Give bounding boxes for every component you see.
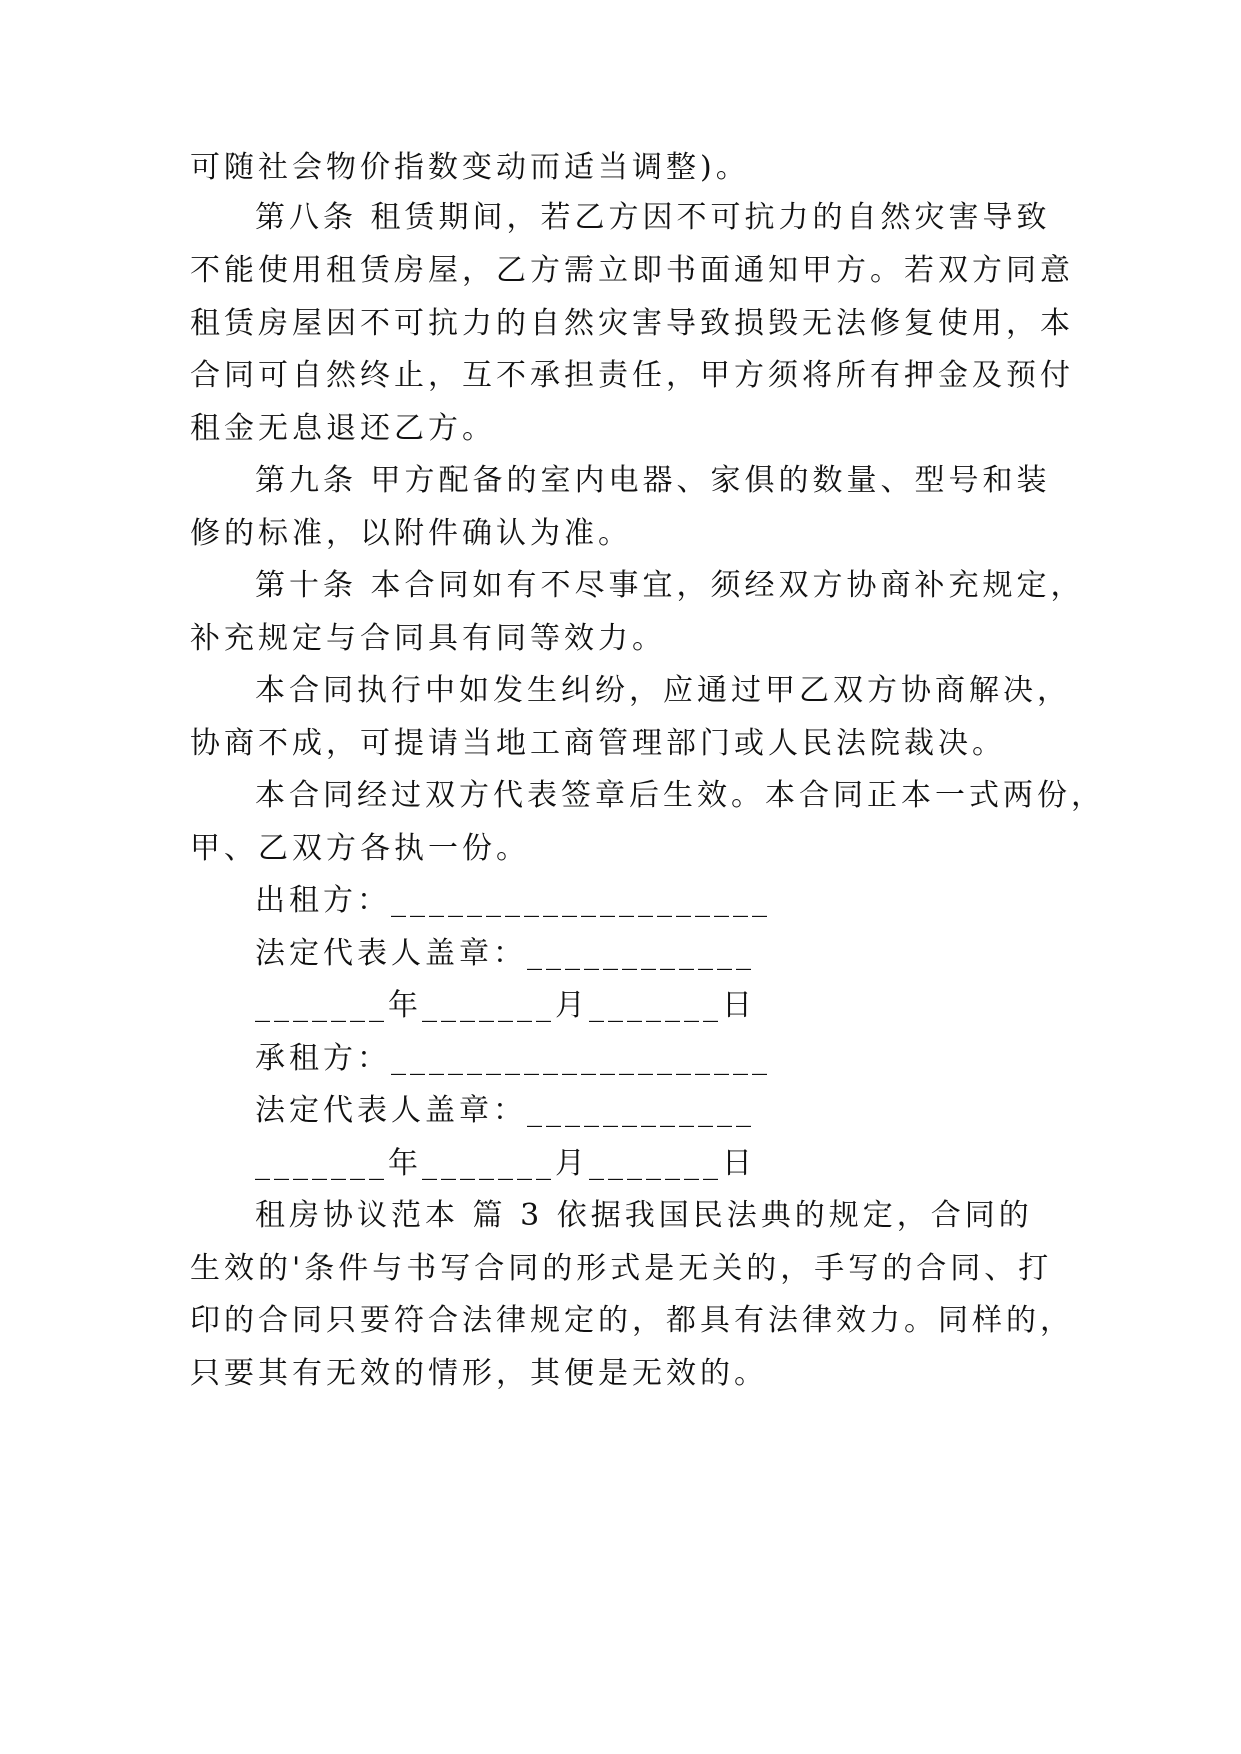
text-line: 合同可自然终止，互不承担责任，甲方须将所有押金及预付 xyxy=(190,358,1074,393)
text-line: 补充规定与合同具有同等效力。 xyxy=(190,621,666,656)
lessee-seal-line: 法定代表人盖章：____________ xyxy=(255,1093,755,1128)
section-3-heading: 租房协议范本 篇 3 依据我国民法典的规定，合同的 xyxy=(255,1198,1033,1233)
lessee-signature-line: 承租方：____________________ xyxy=(255,1041,771,1076)
effective-paragraph: 本合同经过双方代表签章后生效。本合同正本一式两份， xyxy=(255,778,1105,813)
dispute-paragraph: 本合同执行中如发生纠纷，应通过甲乙双方协商解决， xyxy=(255,673,1071,708)
lessor-date-line: _______年_______月_______日 xyxy=(255,988,756,1023)
text-line: 不能使用租赁房屋，乙方需立即书面通知甲方。若双方同意 xyxy=(190,253,1074,288)
text-line: 可随社会物价指数变动而适当调整)。 xyxy=(190,150,750,185)
lessor-seal-line: 法定代表人盖章：____________ xyxy=(255,936,755,971)
text-line: 生效的'条件与书写合同的形式是无关的，手写的合同、打 xyxy=(190,1251,1053,1286)
text-line: 甲、乙双方各执一份。 xyxy=(190,831,530,866)
lessee-date-line: _______年_______月_______日 xyxy=(255,1146,756,1181)
text-line: 租金无息退还乙方。 xyxy=(190,411,496,446)
text-line: 印的合同只要符合法律规定的，都具有法律效力。同样的， xyxy=(190,1303,1074,1338)
text-line: 修的标准，以附件确认为准。 xyxy=(190,516,632,551)
text-line: 只要其有无效的情形，其便是无效的。 xyxy=(190,1356,768,1391)
clause-9-start: 第九条 甲方配备的室内电器、家俱的数量、型号和装 xyxy=(255,463,1051,498)
lessor-signature-line: 出租方：____________________ xyxy=(255,883,771,918)
clause-10-start: 第十条 本合同如有不尽事宜，须经双方协商补充规定， xyxy=(255,568,1085,603)
text-line: 协商不成，可提请当地工商管理部门或人民法院裁决。 xyxy=(190,726,1006,761)
text-line: 租赁房屋因不可抗力的自然灾害导致损毁无法修复使用，本 xyxy=(190,306,1074,341)
clause-8-start: 第八条 租赁期间，若乙方因不可抗力的自然灾害导致 xyxy=(255,200,1051,235)
